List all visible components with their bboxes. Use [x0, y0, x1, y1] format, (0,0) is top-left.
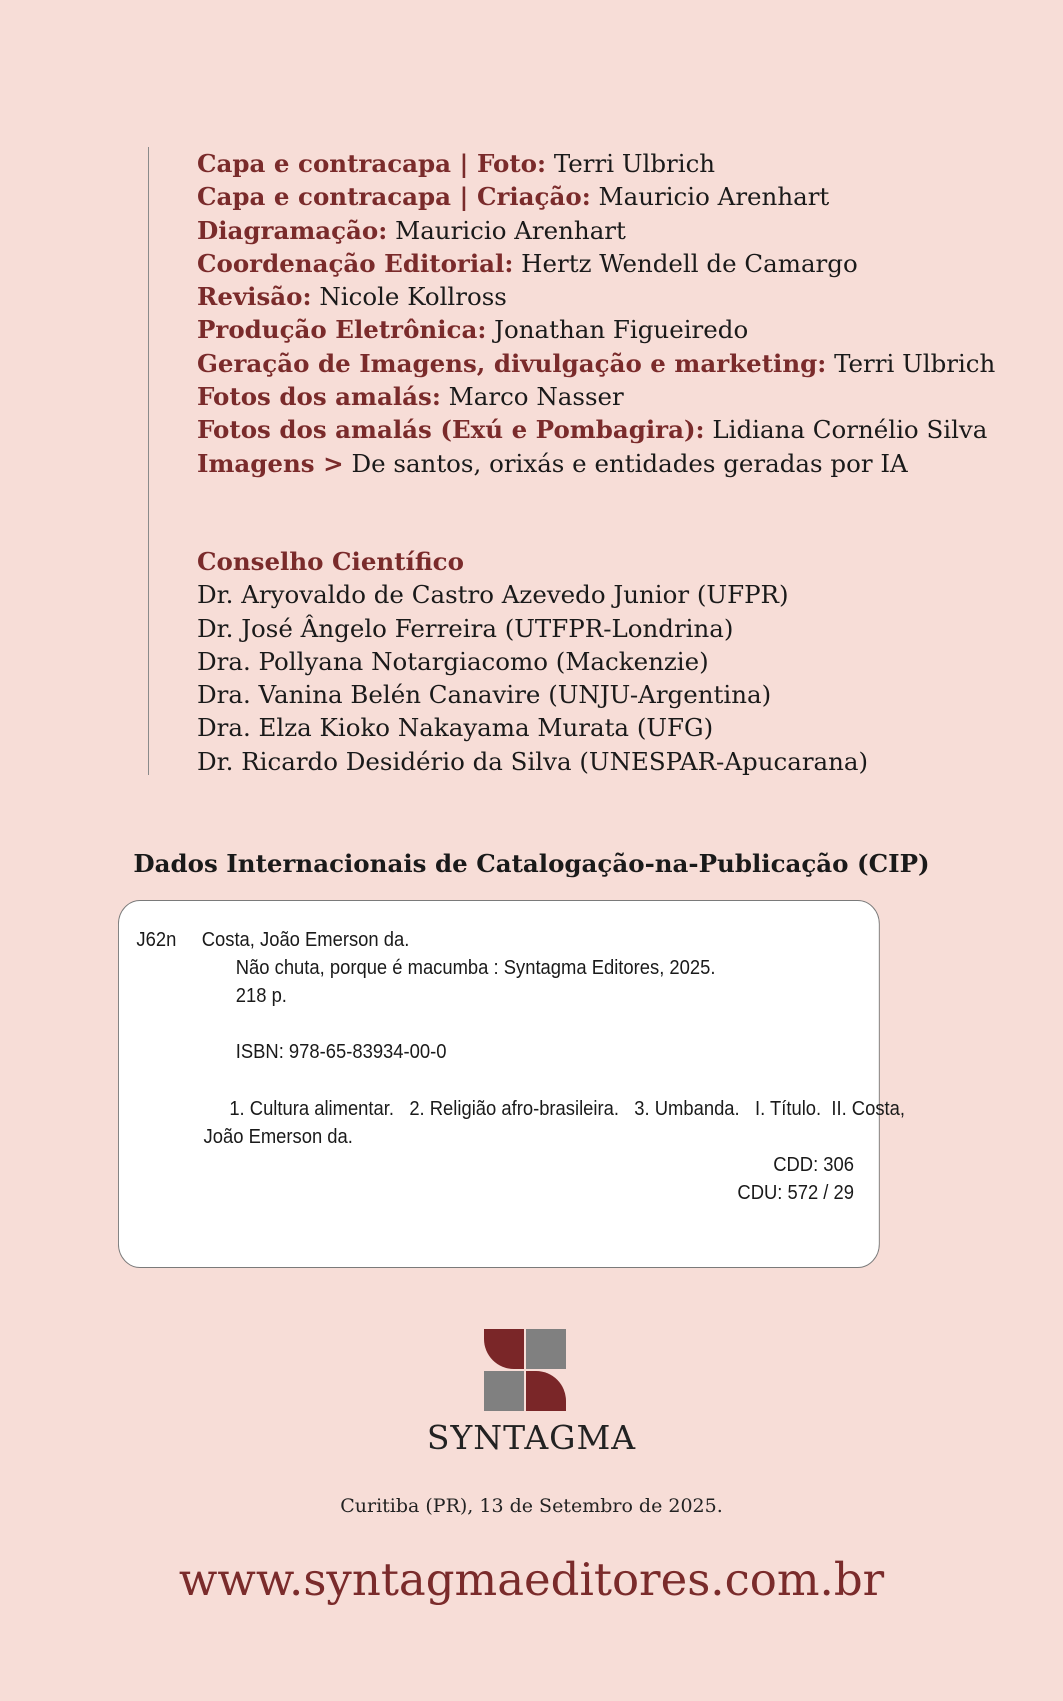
council-member: Dr. José Ângelo Ferreira (UTFPR-Londrina)	[197, 613, 734, 643]
council-member: Dra. Pollyana Notargiacomo (Mackenzie)	[197, 646, 709, 676]
council-member: Dra. Vanina Belén Canavire (UNJU-Argentina)	[197, 680, 772, 710]
credit-label: Fotos dos amalás (Exú e Pombagira):	[197, 415, 705, 445]
cip-cdu: CDU: 572 / 29	[737, 1182, 854, 1204]
credit-line	[197, 247, 995, 280]
credit-label: Diagramação:	[197, 215, 388, 245]
cip-heading: Dados Internacionais de Catalogação-na-Publicação (CIP)	[133, 849, 930, 878]
credit-label: Fotos dos amalás:	[197, 382, 441, 412]
cip-title: Não chuta, porque é macumba : Syntagma Editores, 2025.	[235, 957, 716, 979]
publisher-name: SYNTAGMA	[426, 1418, 637, 1457]
scientific-council	[197, 545, 868, 778]
credit-label: Capa e contracapa | Criação:	[197, 182, 591, 212]
credit-value: Terri Ulbrich	[546, 149, 716, 178]
council-members	[197, 578, 868, 778]
council-member: Dr. Aryovaldo de Castro Azevedo Junior (UFPR)	[197, 580, 789, 610]
credit-value: Hertz Wendell de Camargo	[513, 248, 858, 278]
credit-value: Marco Nasser	[440, 382, 624, 412]
credit-value: Mauricio Arenhart	[387, 215, 626, 245]
cip-pages: 218 p.	[235, 985, 287, 1007]
credit-label: Geração de Imagens, divulgação e marketing:	[197, 348, 827, 378]
credit-line	[197, 180, 995, 213]
credits-block	[148, 147, 1029, 775]
council-member: Dra. Elza Kioko Nakayama Murata (UFG)	[197, 713, 714, 743]
credit-value: Mauricio Arenhart	[590, 182, 830, 212]
credit-value: Nicole Kollross	[311, 282, 507, 312]
credit-line	[197, 147, 995, 180]
cip-isbn: ISBN: 978-65-83934-00-0	[235, 1041, 447, 1063]
cip-subjects-cont: João Emerson da.	[203, 1126, 353, 1148]
credits-list	[197, 147, 995, 480]
credit-label: Revisão:	[197, 282, 312, 312]
credit-value: Lidiana Cornélio Silva	[704, 415, 988, 445]
credit-line	[197, 214, 995, 247]
council-title: Conselho Científico	[197, 547, 464, 576]
cip-cdd: CDD: 306	[773, 1154, 854, 1176]
syntagma-logo-icon	[484, 1329, 566, 1411]
credit-label: Imagens >	[197, 448, 344, 478]
credit-line	[197, 447, 995, 480]
credit-label: Coordenação Editorial:	[197, 248, 514, 278]
credit-value: De santos, orixás e entidades geradas por IA	[343, 448, 908, 478]
credit-line	[197, 313, 995, 346]
credit-line	[197, 380, 995, 413]
cip-catalog-card	[118, 900, 905, 1268]
credit-line	[197, 280, 995, 313]
credit-value: Terri Ulbrich	[826, 348, 996, 378]
credit-label: Capa e contracapa | Foto:	[197, 149, 547, 178]
cip-subjects: 1. Cultura alimentar. 2. Religião afro-brasileira. 3. Umbanda. I. Título. II. Costa,	[229, 1098, 905, 1120]
credit-line	[197, 413, 995, 446]
place-date: Curitiba (PR), 13 de Setembro de 2025.	[340, 1495, 723, 1517]
council-member: Dr. Ricardo Desidério da Silva (UNESPAR-Apucarana)	[197, 746, 869, 776]
cip-author: Costa, João Emerson da.	[201, 929, 410, 951]
credit-value: Jonathan Figueiredo	[486, 315, 749, 345]
website-link[interactable]: www.syntagmaeditores.com.br	[178, 1553, 885, 1606]
credit-label: Produção Eletrônica:	[197, 315, 487, 345]
cip-code: J62n	[136, 929, 177, 951]
credit-line	[197, 347, 995, 380]
